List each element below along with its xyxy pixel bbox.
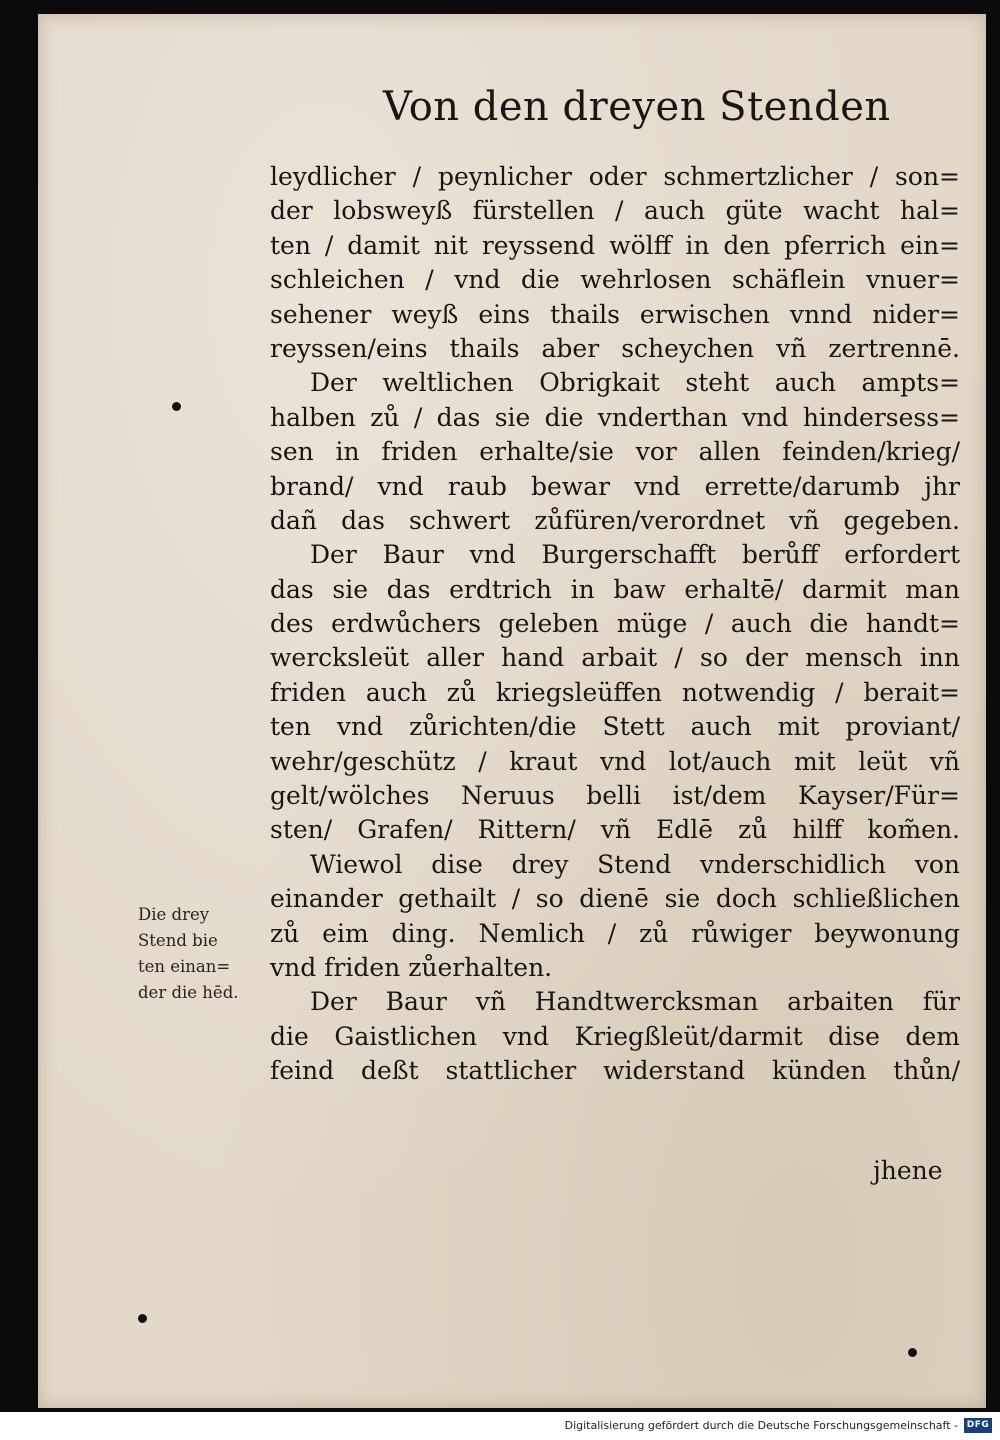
- main-text: [270, 160, 960, 1089]
- text-line: Der weltlichen Obrigkait steht auch ampts=: [310, 368, 960, 398]
- marginal-line: der die hēd.: [138, 983, 239, 1002]
- marginal-line: Die drey: [138, 905, 210, 924]
- marginal-note: [138, 902, 288, 1006]
- text-line: Wiewol dise drey Stend vnderschidlich von: [310, 849, 960, 879]
- marginal-line: Stend bie: [138, 931, 218, 950]
- ink-dot: [172, 402, 181, 411]
- text-line: dañ das schwert zůfüren/verordnet vñ gegeben.: [270, 505, 960, 535]
- text-line: sen in friden erhalte/sie vor allen feinden/krieg/: [270, 437, 960, 467]
- text-line: sehener weyß eins thails erwischen vnnd nider=: [270, 299, 960, 329]
- text-line: Der Baur vñ Handtwercksman arbaiten für: [310, 987, 960, 1017]
- text-line: ten vnd zůrichten/die Stett auch mit proviant/: [270, 712, 960, 742]
- text-line: feind deßt stattlicher widerstand künden thůn/: [270, 1056, 960, 1086]
- text-line: gelt/wölches Neruus belli ist/dem Kayser/Für=: [270, 781, 960, 811]
- footer-credit: Digitalisierung gefördert durch die Deutsche Forschungsgemeinschaft -: [564, 1419, 958, 1432]
- dfg-logo-icon: DFG: [964, 1418, 992, 1433]
- text-line: zů eim ding. Nemlich / zů růwiger beywonung: [270, 918, 960, 948]
- text-line: halben zů / das sie die vnderthan vnd hindersess=: [270, 402, 960, 432]
- text-line: die Gaistlichen vnd Kriegßleüt/darmit dise dem: [270, 1021, 960, 1051]
- catchword: jhene: [873, 1156, 943, 1185]
- text-line: des erdwůchers geleben müge / auch die handt=: [270, 609, 960, 639]
- text-line: ten / damit nit reyssend wölff in den pferrich ein=: [270, 230, 960, 260]
- text-line: reyssen/eins thails aber scheychen vñ zertrennē.: [270, 333, 960, 363]
- text-line: schleichen / vnd die wehrlosen schäflein vnuer=: [270, 265, 960, 295]
- footer-bar: [0, 1412, 1000, 1440]
- marginal-line: ten einan=: [138, 957, 231, 976]
- text-line: sten/ Grafen/ Rittern/ vñ Edlē zů hilff kom̃en.: [270, 815, 960, 845]
- ink-dot: [908, 1348, 917, 1357]
- running-head: Von den dreyen Stenden: [383, 84, 891, 130]
- text-line: friden auch zů kriegsleüffen notwendig / berait=: [270, 677, 960, 707]
- text-line: wercksleüt aller hand arbait / so der mensch inn: [270, 643, 960, 673]
- text-line: wehr/geschütz / kraut vnd lot/auch mit leüt vñ: [270, 746, 960, 776]
- text-line: einander gethailt / so dienē sie doch schließlichen: [270, 884, 960, 914]
- text-line: brand/ vnd raub bewar vnd errette/darumb jhr: [270, 471, 960, 501]
- text-line: das sie das erdtrich in baw erhaltē/ darmit man: [270, 574, 960, 604]
- text-line: Der Baur vnd Burgerschafft berůff erfordert: [310, 540, 960, 570]
- book-page: [38, 14, 986, 1408]
- text-line: vnd friden zůerhalten.: [270, 952, 553, 982]
- text-line: leydlicher / peynlicher oder schmertzlicher / son=: [270, 162, 960, 191]
- ink-dot: [138, 1314, 147, 1323]
- text-line: der lobsweyß fürstellen / auch güte wacht hal=: [270, 196, 960, 226]
